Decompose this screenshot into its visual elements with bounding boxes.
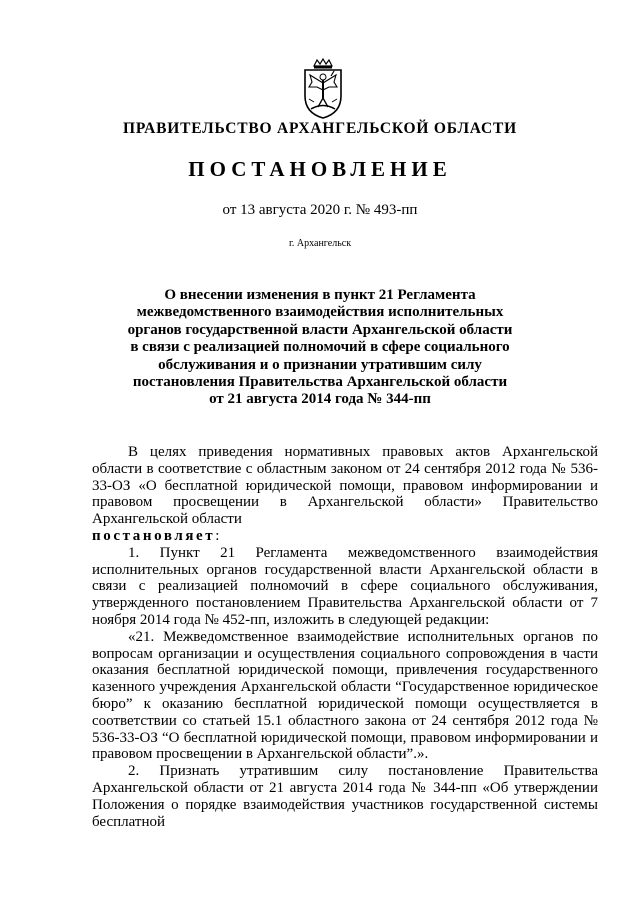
subject-line: постановления Правительства Архангельской области: [132, 374, 508, 391]
government-title: ПРАВИТЕЛЬСТВО АРХАНГЕЛЬСКОЙ ОБЛАСТИ: [122, 120, 517, 137]
clause-1-paragraph: 1. Пункт 21 Регламента межведомственного взаимодействия исполнительных органов государственной власти Архангельской области в связи с реализацией полномочий в сфере социального обслуживания, утвержденного постановлением Правительства Архангельской области от 7 ноября 2014 года № 452-пп, изложить в следующей редакции:: [92, 544, 598, 628]
subject-line: от 21 августа 2014 года № 344-пп: [209, 391, 431, 408]
preamble-paragraph: [92, 444, 598, 528]
document-type: ПОСТАНОВЛЕНИЕ: [188, 157, 452, 181]
document-body: [92, 444, 598, 830]
clause-2-paragraph: 2. Признать утратившим силу постановление Правительства Архангельской области от 21 августа 2014 года № 344-пп «Об утверждении Положения о порядке взаимодействия участников государственной системы бесплатной: [92, 763, 598, 830]
subject-line: межведомственного взаимодействия исполнительных: [136, 304, 504, 321]
coat-of-arms-icon: [300, 58, 346, 120]
resolves-colon: :: [215, 527, 220, 544]
preamble-text: В целях приведения нормативных правовых актов Архангельской области в соответствие с областным законом от 24 сентября 2012 года № 536-33-ОЗ «О бесплатной юридической помощи, правовом информировании и правовом просвещении в Архангельской области» Правительство Архангельской области: [92, 444, 598, 528]
subject-line: обслуживания и о признании утратившим силу: [158, 356, 482, 373]
clause-21-quote-paragraph: «21. Межведомственное взаимодействие исполнительных органов по вопросам организации и осуществления социального сопровождения в части оказания бесплатной юридической помощи, привлечения государственного казенного учреждения Архангельской области “Государственное юридическое бюро” к оказанию бесплатной юридической помощи осуществляется в соответствии со статьей 15.1 областного закона от 24 сентября 2012 года № 536-33-ОЗ “О бесплатной юридической помощи, правовом информировании и правовом просвещении в Архангельской области”.».: [92, 628, 598, 763]
document-city: г. Архангельск: [288, 238, 352, 249]
subject-line: в связи с реализацией полномочий в сфере социального: [130, 339, 510, 356]
resolves-word: постановляет: [92, 527, 216, 544]
subject-line: органов государственной власти Архангельской области: [127, 321, 513, 338]
resolves-line: [92, 528, 598, 545]
subject-line: О внесении изменения в пункт 21 Регламента: [164, 287, 476, 303]
document-date: от 13 августа 2020 г. № 493-пп: [222, 202, 418, 218]
document-subject: [60, 287, 580, 409]
